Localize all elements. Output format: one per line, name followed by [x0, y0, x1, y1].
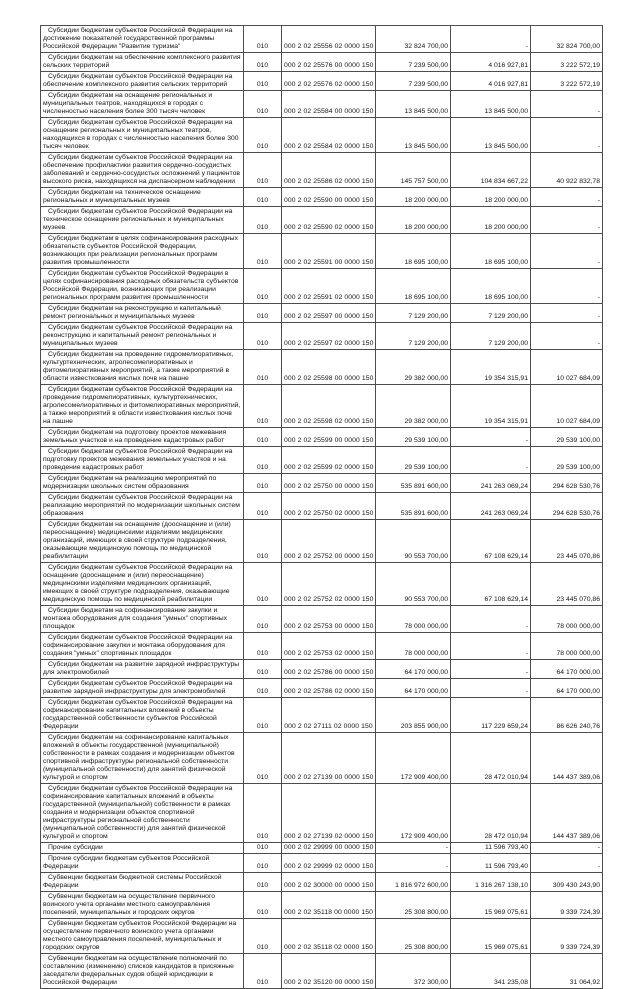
row-description: Субвенции бюджетам на осуществление первичного воинского учета органами местного самоуправления поселений, муниципальных и городских округов: [41, 892, 244, 919]
row-line-code: 010: [244, 234, 282, 269]
row-line-code: 010: [244, 153, 282, 188]
row-executed-amount: 19 354 315,91: [451, 385, 531, 428]
row-line-code: 010: [244, 493, 282, 520]
row-kbk-code: 000 2 02 25576 00 0000 150: [282, 53, 376, 72]
table-row: [41, 892, 603, 919]
row-executed-amount: -: [451, 447, 531, 474]
row-unexecuted-amount: 3 222 572,19: [531, 53, 603, 72]
row-unexecuted-amount: -: [531, 207, 603, 234]
row-line-code: 010: [244, 733, 282, 784]
row-line-code: 010: [244, 954, 282, 989]
row-approved-amount: 64 170 000,00: [376, 660, 451, 679]
row-approved-amount: 145 757 500,00: [376, 153, 451, 188]
row-unexecuted-amount: -: [531, 269, 603, 304]
row-kbk-code: 000 2 02 25576 02 0000 150: [282, 72, 376, 91]
row-approved-amount: 372 300,00: [376, 954, 451, 989]
row-description: Субсидии бюджетам субъектов Российской Федерации на софинансирование капитальных вложений в объекты государственной собственности субъектов Российской Федерации: [41, 698, 244, 733]
row-executed-amount: 18 695 100,00: [451, 269, 531, 304]
row-unexecuted-amount: 29 539 100,00: [531, 447, 603, 474]
row-unexecuted-amount: 294 628 530,76: [531, 493, 603, 520]
row-unexecuted-amount: 32 824 700,00: [531, 26, 603, 53]
row-approved-amount: 7 239 500,00: [376, 72, 451, 91]
row-unexecuted-amount: 78 000 000,00: [531, 633, 603, 660]
row-approved-amount: 535 891 600,00: [376, 474, 451, 493]
row-line-code: 010: [244, 53, 282, 72]
row-unexecuted-amount: 78 000 000,00: [531, 606, 603, 633]
row-executed-amount: 67 108 629,14: [451, 520, 531, 563]
row-unexecuted-amount: -: [531, 188, 603, 207]
row-kbk-code: 000 2 02 35118 00 0000 150: [282, 892, 376, 919]
row-line-code: 010: [244, 428, 282, 447]
row-unexecuted-amount: 3 222 572,19: [531, 72, 603, 91]
row-description: Субсидии бюджетам на софинансирование закупки и монтажа оборудования для создания "умных" спортивных площадок: [41, 606, 244, 633]
row-description: Субсидии бюджетам на техническое оснащение региональных и муниципальных музеев: [41, 188, 244, 207]
row-description: Субсидии бюджетам субъектов Российской Федерации на софинансирование закупки и монтажа оборудования для создания "умных" спортивных площадок: [41, 633, 244, 660]
row-executed-amount: -: [451, 606, 531, 633]
row-approved-amount: 90 553 700,00: [376, 520, 451, 563]
table-row: [41, 919, 603, 954]
row-line-code: 010: [244, 26, 282, 53]
row-kbk-code: 000 2 02 25752 02 0000 150: [282, 563, 376, 606]
row-unexecuted-amount: -: [531, 91, 603, 118]
row-description: Субсидии бюджетам субъектов Российской Федерации на реконструкцию и капитальный ремонт региональных и муниципальных музеев: [41, 323, 244, 350]
row-line-code: 010: [244, 207, 282, 234]
table-row: [41, 188, 603, 207]
row-description: Субсидии бюджетам субъектов Российской Федерации в целях софинансирования расходных обязательств субъектов Российской Федерации, возникающих при реализации региональных программ развития промышленности: [41, 269, 244, 304]
row-executed-amount: 104 834 667,22: [451, 153, 531, 188]
row-description: Субсидии бюджетам субъектов Российской Федерации на достижение показателей государственной программы Российской Федерации "Развитие туризма": [41, 26, 244, 53]
row-unexecuted-amount: -: [531, 234, 603, 269]
row-line-code: 010: [244, 385, 282, 428]
row-description: Субсидии бюджетам на подготовку проектов межевания земельных участков и на проведение кадастровых работ: [41, 428, 244, 447]
row-unexecuted-amount: -: [531, 854, 603, 873]
row-line-code: 010: [244, 323, 282, 350]
row-line-code: 010: [244, 91, 282, 118]
row-description: Субсидии бюджетам на оснащение (дооснащение и (или) переоснащение) медицинскими изделиями медицинских организаций, имеющих в своей структуре подразделения, оказывающие медицинскую помощь по медицинской реабилитации: [41, 520, 244, 563]
row-description: Субсидии бюджетам субъектов Российской Федерации на реализацию мероприятий по модернизации школьных систем образования: [41, 493, 244, 520]
row-description: Субсидии бюджетам субъектов Российской Федерации на подготовку проектов межевания земельных участков и на проведение кадастровых работ: [41, 447, 244, 474]
table-row: [41, 660, 603, 679]
row-kbk-code: 000 2 02 35118 02 0000 150: [282, 919, 376, 954]
row-executed-amount: 67 108 629,14: [451, 563, 531, 606]
row-description: Субсидии бюджетам субъектов Российской Федерации на обеспечение комплексного развития сельских территорий: [41, 72, 244, 91]
table-row: [41, 606, 603, 633]
row-line-code: 010: [244, 679, 282, 698]
table-row: [41, 447, 603, 474]
table-row: [41, 207, 603, 234]
row-unexecuted-amount: 10 027 684,09: [531, 385, 603, 428]
row-executed-amount: -: [451, 26, 531, 53]
row-line-code: 010: [244, 784, 282, 843]
table-row: [41, 350, 603, 385]
row-executed-amount: 18 200 000,00: [451, 207, 531, 234]
row-approved-amount: 7 129 200,00: [376, 304, 451, 323]
row-line-code: 010: [244, 563, 282, 606]
row-executed-amount: 241 263 069,24: [451, 493, 531, 520]
row-kbk-code: 000 2 02 25786 02 0000 150: [282, 679, 376, 698]
row-description: Субсидии бюджетам на обеспечение комплексного развития сельских территорий: [41, 53, 244, 72]
row-executed-amount: 1 316 267 138,10: [451, 873, 531, 892]
row-approved-amount: -: [376, 843, 451, 854]
row-kbk-code: 000 2 02 30000 00 0000 150: [282, 873, 376, 892]
row-line-code: 010: [244, 269, 282, 304]
row-unexecuted-amount: 309 430 243,90: [531, 873, 603, 892]
row-description: Субсидии бюджетам субъектов Российской Федерации на обеспечение профилактики развития сердечно-сосудистых заболеваний и сердечно-сосудистых осложнений у пациентов высокого риска, находящихся на диспансерном наблюдении: [41, 153, 244, 188]
table-row: [41, 474, 603, 493]
row-approved-amount: 25 308 800,00: [376, 919, 451, 954]
budget-table-body: [41, 26, 603, 989]
row-approved-amount: -: [376, 854, 451, 873]
row-unexecuted-amount: 64 170 000,00: [531, 679, 603, 698]
row-line-code: 010: [244, 606, 282, 633]
row-kbk-code: 000 2 02 25752 00 0000 150: [282, 520, 376, 563]
row-description: Субсидии бюджетам на реализацию мероприятий по модернизации школьных систем образования: [41, 474, 244, 493]
row-approved-amount: 13 845 500,00: [376, 91, 451, 118]
row-executed-amount: 4 016 927,81: [451, 53, 531, 72]
row-line-code: 010: [244, 698, 282, 733]
row-executed-amount: 18 695 100,00: [451, 234, 531, 269]
row-kbk-code: 000 2 02 25599 00 0000 150: [282, 428, 376, 447]
row-approved-amount: 29 539 100,00: [376, 447, 451, 474]
table-row: [41, 26, 603, 53]
row-unexecuted-amount: 31 064,92: [531, 954, 603, 989]
table-row: [41, 843, 603, 854]
row-approved-amount: 90 553 700,00: [376, 563, 451, 606]
row-approved-amount: 172 909 400,00: [376, 733, 451, 784]
table-row: [41, 679, 603, 698]
row-line-code: 010: [244, 520, 282, 563]
row-kbk-code: 000 2 02 25597 00 0000 150: [282, 304, 376, 323]
row-line-code: 010: [244, 188, 282, 207]
row-unexecuted-amount: 64 170 000,00: [531, 660, 603, 679]
row-line-code: 010: [244, 873, 282, 892]
row-executed-amount: 15 969 075,61: [451, 919, 531, 954]
row-line-code: 010: [244, 72, 282, 91]
row-description: Субсидии бюджетам на софинансирование капитальных вложений в объекты государственной (муниципальной) собственности в рамках создания и модернизации объектов спортивной инфраструктуры региональной собственности (муниципальной собственности) для занятий физической культурой и спортом: [41, 733, 244, 784]
row-executed-amount: 11 596 793,40: [451, 854, 531, 873]
row-description: Субсидии бюджетам на оснащение региональных и муниципальных театров, находящихся в городах с численностью населения более 300 тысяч человек: [41, 91, 244, 118]
row-kbk-code: 000 2 02 29999 02 0000 150: [282, 854, 376, 873]
row-executed-amount: 4 016 927,81: [451, 72, 531, 91]
row-kbk-code: 000 2 02 25786 00 0000 150: [282, 660, 376, 679]
table-row: [41, 854, 603, 873]
row-executed-amount: 19 354 315,91: [451, 350, 531, 385]
table-row: [41, 323, 603, 350]
row-kbk-code: 000 2 02 25556 02 0000 150: [282, 26, 376, 53]
row-executed-amount: 15 969 075,61: [451, 892, 531, 919]
row-line-code: 010: [244, 474, 282, 493]
row-description: Субсидии бюджетам субъектов Российской Федерации на софинансирование капитальных вложений в объекты государственной (муниципальной) собственности в рамках создания и модернизации объектов спортивной инфраструктуры региональной собственности (муниципальной собственности) для занятий физической культурой и спортом: [41, 784, 244, 843]
table-row: [41, 563, 603, 606]
row-description: Субвенции бюджетам субъектов Российской Федерации на осуществление первичного воинского учета органами местного самоуправления поселений, муниципальных и городских округов: [41, 919, 244, 954]
table-row: [41, 118, 603, 153]
row-kbk-code: 000 2 02 25599 02 0000 150: [282, 447, 376, 474]
row-line-code: 010: [244, 843, 282, 854]
row-kbk-code: 000 2 02 25590 00 0000 150: [282, 188, 376, 207]
row-kbk-code: 000 2 02 25586 02 0000 150: [282, 153, 376, 188]
row-approved-amount: 535 891 600,00: [376, 493, 451, 520]
row-unexecuted-amount: 144 437 389,06: [531, 733, 603, 784]
row-kbk-code: 000 2 02 29999 00 0000 150: [282, 843, 376, 854]
row-description: Субвенции бюджетам бюджетной системы Российской Федерации: [41, 873, 244, 892]
row-line-code: 010: [244, 304, 282, 323]
row-unexecuted-amount: 86 626 240,76: [531, 698, 603, 733]
table-row: [41, 428, 603, 447]
row-executed-amount: -: [451, 679, 531, 698]
row-approved-amount: 78 000 000,00: [376, 606, 451, 633]
row-kbk-code: 000 2 02 25584 00 0000 150: [282, 91, 376, 118]
table-row: [41, 234, 603, 269]
row-description: Прочие субсидии: [41, 843, 244, 854]
row-description: Прочие субсидии бюджетам субъектов Российской Федерации: [41, 854, 244, 873]
row-unexecuted-amount: -: [531, 843, 603, 854]
table-row: [41, 269, 603, 304]
table-row: [41, 91, 603, 118]
row-approved-amount: 18 695 100,00: [376, 269, 451, 304]
row-line-code: 010: [244, 919, 282, 954]
row-unexecuted-amount: 29 539 100,00: [531, 428, 603, 447]
row-executed-amount: 241 263 069,24: [451, 474, 531, 493]
table-row: [41, 72, 603, 91]
row-line-code: 010: [244, 118, 282, 153]
row-executed-amount: 28 472 010,94: [451, 733, 531, 784]
row-executed-amount: -: [451, 660, 531, 679]
row-executed-amount: 13 845 500,00: [451, 118, 531, 153]
row-approved-amount: 29 382 000,00: [376, 350, 451, 385]
table-row: [41, 733, 603, 784]
row-approved-amount: 172 909 400,00: [376, 784, 451, 843]
row-description: Субсидии бюджетам субъектов Российской Федерации на развитие зарядной инфраструктуры для электромобилей: [41, 679, 244, 698]
row-kbk-code: 000 2 02 27139 00 0000 150: [282, 733, 376, 784]
row-description: Субсидии бюджетам субъектов Российской Федерации на оснащение (дооснащение и (или) переоснащение) медицинскими изделиями медицинских организаций, имеющих в своей структуре подразделения, оказывающие медицинскую помощь по медицинской реабилитации: [41, 563, 244, 606]
table-row: [41, 698, 603, 733]
row-approved-amount: 25 308 800,00: [376, 892, 451, 919]
row-approved-amount: 32 824 700,00: [376, 26, 451, 53]
row-unexecuted-amount: 294 628 530,76: [531, 474, 603, 493]
row-approved-amount: 29 539 100,00: [376, 428, 451, 447]
table-row: [41, 493, 603, 520]
row-executed-amount: 18 200 000,00: [451, 188, 531, 207]
row-kbk-code: 000 2 02 25753 00 0000 150: [282, 606, 376, 633]
row-description: Субсидии бюджетам на развитие зарядной инфраструктуры для электромобилей: [41, 660, 244, 679]
row-line-code: 010: [244, 633, 282, 660]
row-unexecuted-amount: -: [531, 323, 603, 350]
row-approved-amount: 18 695 100,00: [376, 234, 451, 269]
table-row: [41, 53, 603, 72]
row-approved-amount: 1 816 972 600,00: [376, 873, 451, 892]
row-approved-amount: 7 129 200,00: [376, 323, 451, 350]
table-row: [41, 633, 603, 660]
row-kbk-code: 000 2 02 25750 00 0000 150: [282, 474, 376, 493]
row-unexecuted-amount: 144 437 389,06: [531, 784, 603, 843]
row-description: Субсидии бюджетам на реконструкцию и капитальный ремонт региональных и муниципальных музеев: [41, 304, 244, 323]
row-executed-amount: -: [451, 428, 531, 447]
row-description: Субсидии бюджетам в целях софинансирования расходных обязательств субъектов Российской Федерации, возникающих при реализации региональных программ развития промышленности: [41, 234, 244, 269]
row-kbk-code: 000 2 02 25591 00 0000 150: [282, 234, 376, 269]
row-unexecuted-amount: 40 922 832,78: [531, 153, 603, 188]
row-approved-amount: 203 855 900,00: [376, 698, 451, 733]
row-unexecuted-amount: 9 339 724,39: [531, 919, 603, 954]
row-approved-amount: 13 845 500,00: [376, 118, 451, 153]
row-unexecuted-amount: -: [531, 304, 603, 323]
row-line-code: 010: [244, 660, 282, 679]
table-row: [41, 304, 603, 323]
table-row: [41, 153, 603, 188]
row-line-code: 010: [244, 892, 282, 919]
table-row: [41, 784, 603, 843]
row-executed-amount: 13 845 500,00: [451, 91, 531, 118]
table-row: [41, 873, 603, 892]
row-line-code: 010: [244, 854, 282, 873]
row-kbk-code: 000 2 02 27139 02 0000 150: [282, 784, 376, 843]
row-kbk-code: 000 2 02 25753 02 0000 150: [282, 633, 376, 660]
row-kbk-code: 000 2 02 25598 02 0000 150: [282, 385, 376, 428]
row-description: Субсидии бюджетам субъектов Российской Федерации на проведение гидромелиоративных, культуртехнических, агролесомелиоративных и фитомелиоративных мероприятий, а также мероприятий в области известкования кислых почв на пашне: [41, 385, 244, 428]
row-unexecuted-amount: 9 339 724,39: [531, 892, 603, 919]
row-approved-amount: 64 170 000,00: [376, 679, 451, 698]
table-row: [41, 520, 603, 563]
row-approved-amount: 7 239 500,00: [376, 53, 451, 72]
row-description: Субсидии бюджетам субъектов Российской Федерации на оснащение региональных и муниципальных театров, находящихся в городах с численностью населения более 300 тысяч человек: [41, 118, 244, 153]
row-kbk-code: 000 2 02 27111 02 0000 150: [282, 698, 376, 733]
row-kbk-code: 000 2 02 25597 02 0000 150: [282, 323, 376, 350]
row-executed-amount: 7 129 200,00: [451, 323, 531, 350]
row-approved-amount: 78 000 000,00: [376, 633, 451, 660]
row-description: Субсидии бюджетам субъектов Российской Федерации на техническое оснащение региональных и муниципальных музеев: [41, 207, 244, 234]
row-unexecuted-amount: 10 027 684,09: [531, 350, 603, 385]
row-executed-amount: 117 229 659,24: [451, 698, 531, 733]
row-kbk-code: 000 2 02 25750 02 0000 150: [282, 493, 376, 520]
row-kbk-code: 000 2 02 25590 02 0000 150: [282, 207, 376, 234]
row-unexecuted-amount: -: [531, 118, 603, 153]
row-unexecuted-amount: 23 445 070,86: [531, 563, 603, 606]
row-kbk-code: 000 2 02 25591 02 0000 150: [282, 269, 376, 304]
row-approved-amount: 29 382 000,00: [376, 385, 451, 428]
row-executed-amount: 11 596 793,40: [451, 843, 531, 854]
row-executed-amount: 7 129 200,00: [451, 304, 531, 323]
row-line-code: 010: [244, 447, 282, 474]
row-line-code: 010: [244, 350, 282, 385]
row-approved-amount: 18 200 000,00: [376, 188, 451, 207]
row-kbk-code: 000 2 02 25584 02 0000 150: [282, 118, 376, 153]
row-executed-amount: 28 472 010,94: [451, 784, 531, 843]
row-approved-amount: 18 200 000,00: [376, 207, 451, 234]
row-executed-amount: -: [451, 633, 531, 660]
row-description: Субвенции бюджетам на осуществление полномочий по составлению (изменению) списков кандидатов в присяжные заседатели федеральных судов общей юрисдикции в Российской Федерации: [41, 954, 244, 989]
row-executed-amount: 341 235,08: [451, 954, 531, 989]
row-unexecuted-amount: 23 445 070,86: [531, 520, 603, 563]
table-row: [41, 954, 603, 989]
budget-revenue-table: [40, 25, 603, 989]
table-row: [41, 385, 603, 428]
row-kbk-code: 000 2 02 35120 00 0000 150: [282, 954, 376, 989]
row-description: Субсидии бюджетам на проведение гидромелиоративных, культуртехнических, агролесомелиоративных и фитомелиоративных мероприятий, а также мероприятий в области известкования кислых почв на пашне: [41, 350, 244, 385]
row-kbk-code: 000 2 02 25598 00 0000 150: [282, 350, 376, 385]
